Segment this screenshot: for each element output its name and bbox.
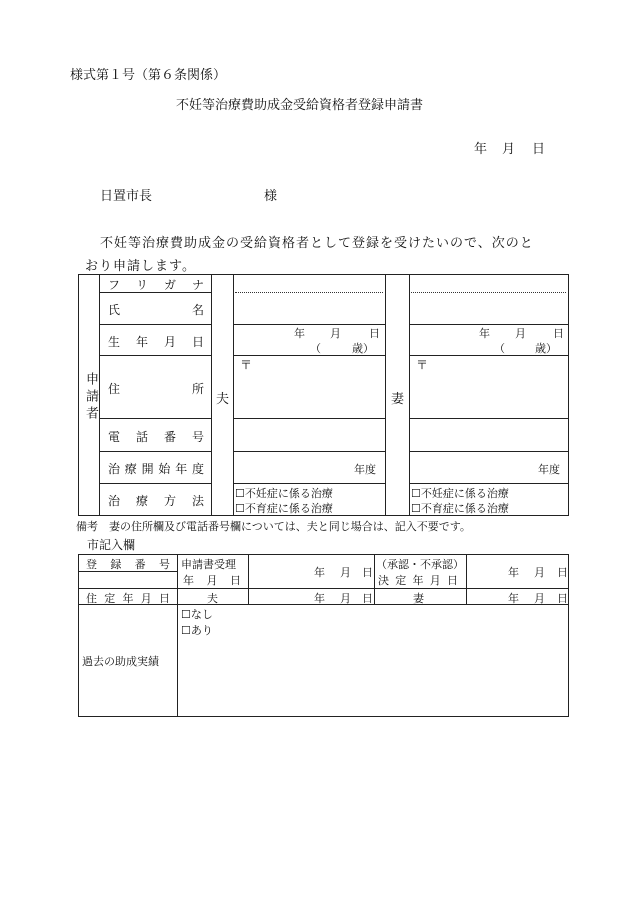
received-date-label-line2: 年 月 日 xyxy=(183,574,241,587)
past-results-label: 過去の助成実績 xyxy=(82,655,159,668)
row-label-name: 氏 名 xyxy=(108,303,204,317)
husband-birth-year: 年 xyxy=(294,327,305,340)
intro-line-2: おり申請します。 xyxy=(85,259,196,274)
wife-start-fiscal-year: 年度 xyxy=(538,463,560,476)
past-option-none[interactable]: ☐なし xyxy=(181,608,213,621)
addressee-honorific: 様 xyxy=(264,189,278,204)
approval-label-line2: 決 定 年 月 日 xyxy=(378,574,458,587)
residence-wife-year: 年 xyxy=(508,592,519,605)
husband-postal-mark: 〒 xyxy=(240,358,253,372)
husband-birth-day: 日 xyxy=(369,327,380,340)
wife-age-open: （ xyxy=(494,342,505,355)
wife-birth-month: 月 xyxy=(515,327,526,340)
row-label-start-year: 治 療 開 始 年 度 xyxy=(108,462,204,476)
approval-day: 日 xyxy=(557,566,568,579)
residence-date-label: 住 定 年 月 日 xyxy=(86,592,170,605)
residence-wife-day: 日 xyxy=(557,592,568,605)
past-option-yes[interactable]: ☐あり xyxy=(181,624,213,637)
husband-age-close: 歳） xyxy=(352,342,374,355)
residence-husband-month: 月 xyxy=(340,592,351,605)
wife-postal-mark: 〒 xyxy=(416,358,429,372)
wife-column-label: 妻 xyxy=(391,392,405,407)
residence-wife-month: 月 xyxy=(534,592,545,605)
intro-line-1: 不妊等治療費助成金の受給資格者として登録を受けたいので、次のと xyxy=(100,236,534,251)
row-label-birthdate: 生 年 月 日 xyxy=(108,335,204,349)
husband-option-recurrent-loss[interactable]: ☐不育症に係る治療 xyxy=(235,502,333,515)
date-year: 年 xyxy=(474,142,488,157)
date-day: 日 xyxy=(532,142,546,157)
wife-option-infertility[interactable]: ☐不妊症に係る治療 xyxy=(411,487,509,500)
residence-wife-label: 妻 xyxy=(413,592,424,605)
husband-start-fiscal-year: 年度 xyxy=(354,463,376,476)
received-month: 月 xyxy=(340,566,351,579)
date-month: 月 xyxy=(502,142,516,157)
husband-birth-month: 月 xyxy=(330,327,341,340)
approval-month: 月 xyxy=(534,566,545,579)
form-number: 様式第１号（第６条関係） xyxy=(70,68,227,83)
husband-column-label: 夫 xyxy=(216,392,230,407)
row-label-furigana: フ リ ガ ナ xyxy=(108,278,204,292)
residence-husband-year: 年 xyxy=(314,592,325,605)
addressee-mayor: 日置市長 xyxy=(100,189,153,204)
residence-husband-label: 夫 xyxy=(207,592,218,605)
received-year: 年 xyxy=(314,566,325,579)
city-section-heading: 市記入欄 xyxy=(87,538,136,552)
approval-year: 年 xyxy=(508,566,519,579)
approval-label-line1: （承認・不承認） xyxy=(376,558,464,571)
residence-husband-day: 日 xyxy=(362,592,373,605)
wife-birth-day: 日 xyxy=(553,327,564,340)
row-label-phone: 電 話 番 号 xyxy=(108,430,204,444)
row-label-method: 治 療 方 法 xyxy=(108,494,204,508)
document-title: 不妊等治療費助成金受給資格者登録申請書 xyxy=(176,98,424,113)
received-date-label-line1: 申請書受理 xyxy=(181,558,236,571)
applicant-side-label: 申請者 xyxy=(83,372,98,423)
wife-age-close: 歳） xyxy=(535,342,557,355)
wife-option-recurrent-loss[interactable]: ☐不育症に係る治療 xyxy=(411,502,509,515)
registration-number-label: 登 録 番 号 xyxy=(86,558,170,571)
wife-birth-year: 年 xyxy=(479,327,490,340)
row-label-address: 住 所 xyxy=(108,382,204,396)
husband-age-open: （ xyxy=(310,342,321,355)
received-day: 日 xyxy=(362,566,373,579)
remarks-note: 備考 妻の住所欄及び電話番号欄については、夫と同じ場合は、記入不要です。 xyxy=(76,520,471,533)
husband-option-infertility[interactable]: ☐不妊症に係る治療 xyxy=(235,487,333,500)
